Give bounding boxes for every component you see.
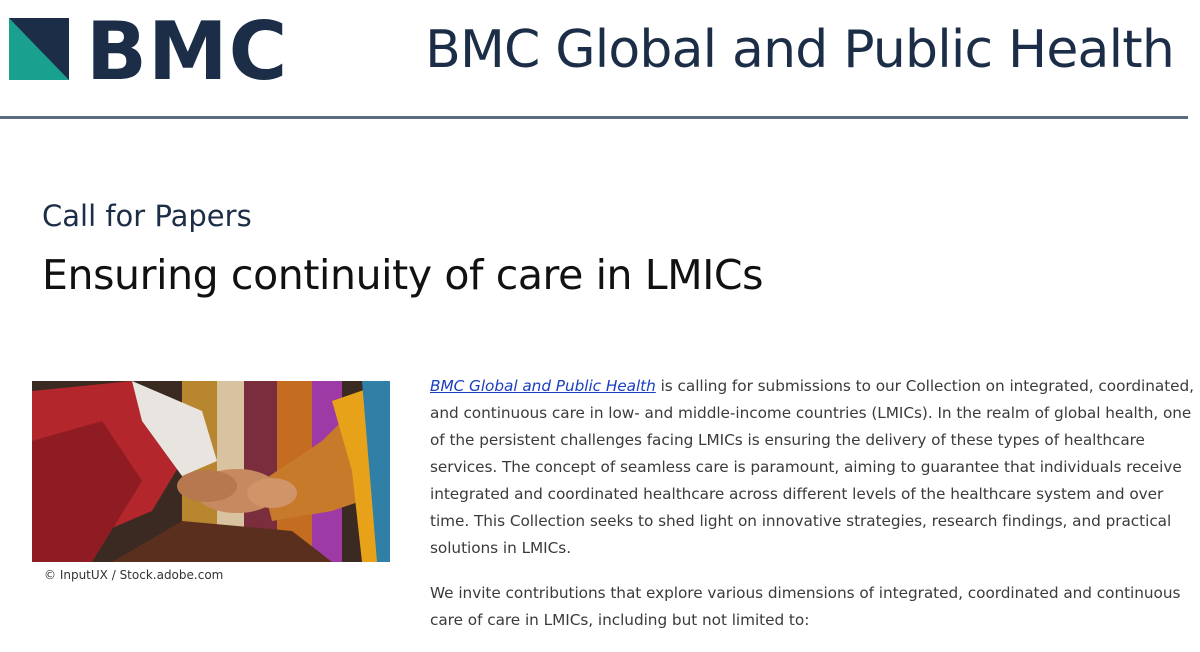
intro-paragraph-text: is calling for submissions to our Collection on integrated, coordinated, and continuous care in low- and middle-income countries (LMICs). In the realm of global health, one of the persistent challenges facing LMICs is ensuring the delivery of these types of healthcare services. The concept of seamless care is paramount, aiming to guarantee that individuals receive integrated and coordinated healthcare across different levels of the healthcare system and over time. This Collection seeks to shed light on innovative strategies, research findings, and practical solutions in LMICs. [430,377,1194,557]
journal-link[interactable]: BMC Global and Public Health [430,377,656,395]
handshake-photo-icon [32,381,390,562]
header [0,0,1200,120]
journal-title: BMC Global and Public Health [425,20,1174,80]
invite-paragraph: We invite contributions that explore various dimensions of integrated, coordinated and continuous care of care in LMICs, including but not limited to: [430,584,1181,629]
header-divider [0,116,1188,119]
article-body [430,373,1194,652]
page-headline: Ensuring continuity of care in LMICs [42,251,764,299]
image-credit: © InputUX / Stock.adobe.com [44,568,224,582]
intro-paragraph [430,373,1194,562]
bmc-logo-text[interactable]: BMC [86,5,289,98]
call-for-papers-label: Call for Papers [42,199,252,233]
bmc-logo-mark-icon [9,18,69,80]
